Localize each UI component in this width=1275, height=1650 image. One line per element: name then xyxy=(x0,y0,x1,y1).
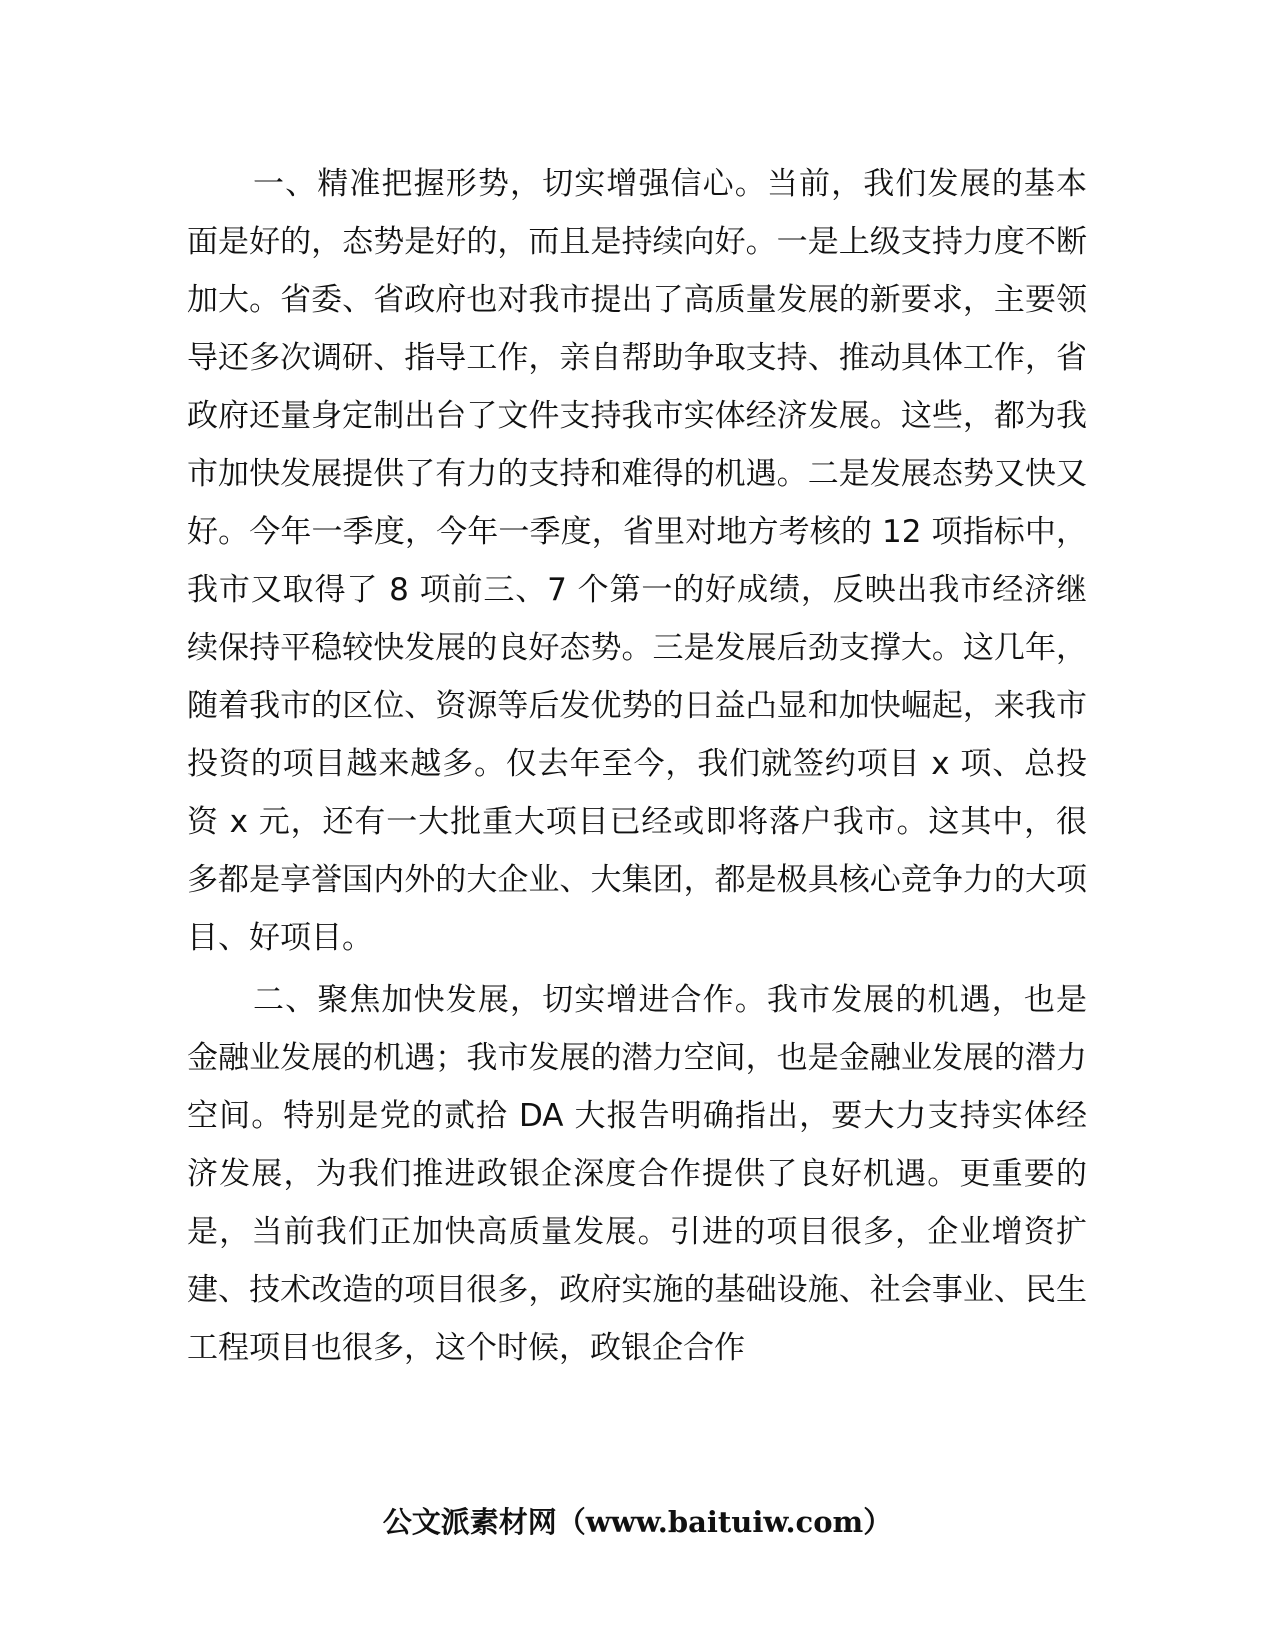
document-body xyxy=(187,155,1087,1377)
paragraph-1: 一、精准把握形势，切实增强信心。当前，我们发展的基本面是好的，态势是好的，而且是持续向好。一是上级支持力度不断加大。省委、省政府也对我市提出了高质量发展的新要求，主要领导还多次调研、指导工作，亲自帮助争取支持、推动具体工作，省政府还量身定制出台了文件支持我市实体经济发展。这些，都为我市加快发展提供了有力的支持和难得的机遇。二是发展态势又快又好。今年一季度，今年一季度，省里对地方考核的 12 项指标中，我市又取得了 8 项前三、7 个第一的好成绩，反映出我市经济继续保持平稳较快发展的良好态势。三是发展后劲支撑大。这几年，随着我市的区位、资源等后发优势的日益凸显和加快崛起，来我市投资的项目越来越多。仅去年至今，我们就签约项目 x 项、总投资 x 元，还有一大批重大项目已经或即将落户我市。这其中，很多都是享誉国内外的大企业、大集团，都是极具核心竞争力的大项目、好项目。 xyxy=(187,166,1087,956)
footer-watermark: 公文派素材网（www.baituiw.com） xyxy=(382,1505,893,1539)
paragraph-2: 二、聚焦加快发展，切实增进合作。我市发展的机遇，也是金融业发展的机遇；我市发展的潜力空间，也是金融业发展的潜力空间。特别是党的贰拾 DA 大报告明确指出，要大力支持实体经济发展，为我们推进政银企深度合作提供了良好机遇。更重要的是，当前我们正加快高质量发展。引进的项目很多，企业增资扩建、技术改造的项目很多，政府实施的基础设施、社会事业、民生工程项目也很多，这个时候，政银企合作 xyxy=(187,982,1087,1366)
